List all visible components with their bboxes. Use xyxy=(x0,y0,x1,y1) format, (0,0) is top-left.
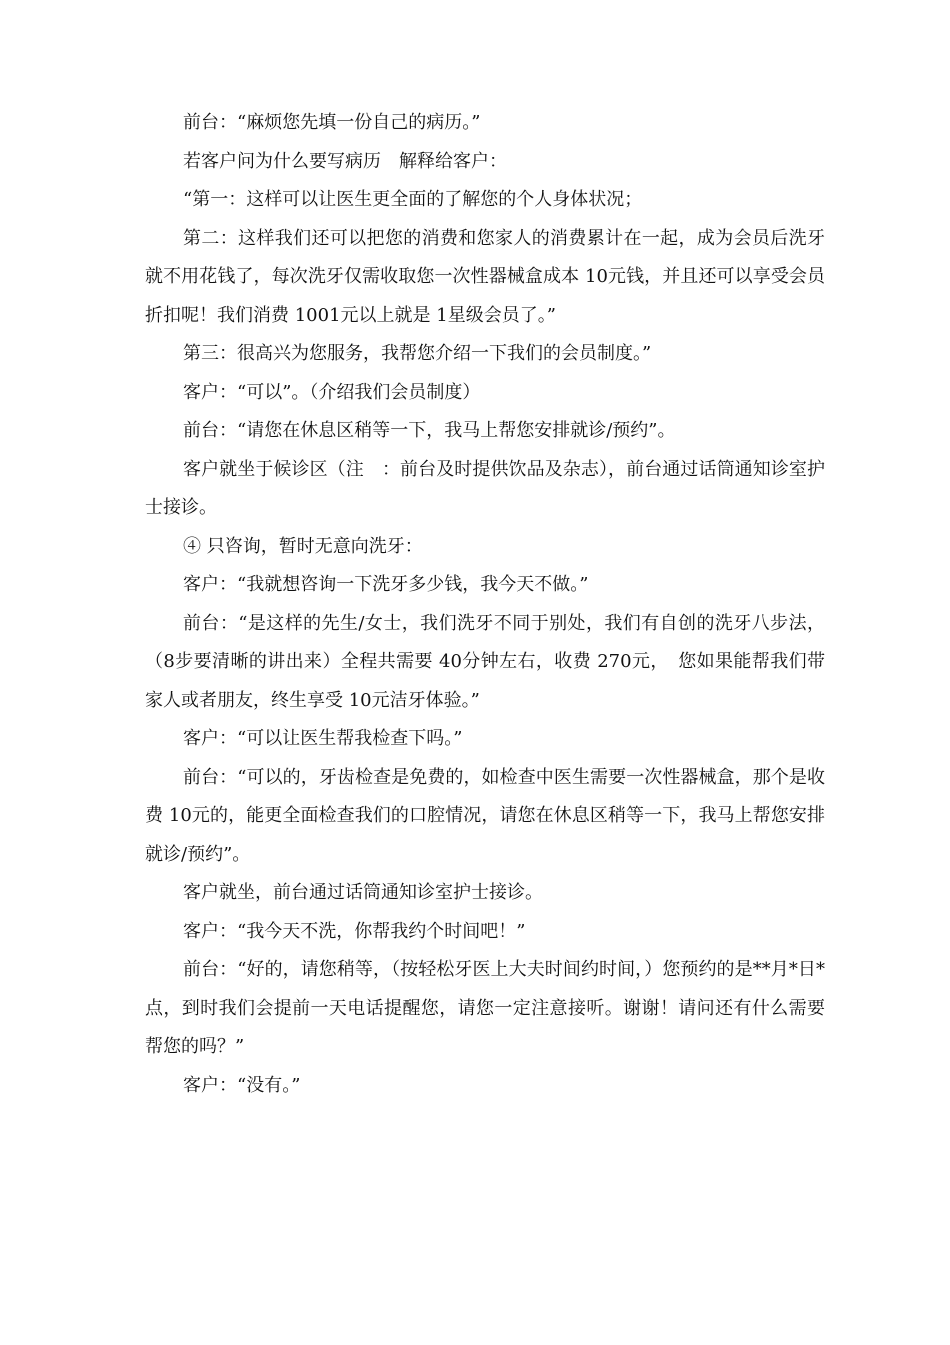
paragraph-appointment-reply: 前台：“好的，请您稍等，（按轻松牙医上大夫时间约时间，）您预约的是**月*日*点，到时我们会提前一天电话提醒您，请您一定注意接听。谢谢！请问还有什么需要帮您的吗？” xyxy=(145,959,825,1057)
paragraph-reason-two: 第二：这样我们还可以把您的消费和您家人的消费累计在一起，成为会员后洗牙就不用花钱了，每次洗牙仅需收取您一次性器械盒成本 10元钱，并且还可以享受会员折扣呢！我们消费 1001元以上就是 1星级会员了。” xyxy=(145,227,825,326)
paragraph-customer-price-ask: 客户：“我就想咨询一下洗牙多少钱，我今天不做。” xyxy=(183,574,589,595)
paragraph-customer-appointment: 客户：“我今天不洗，你帮我约个时间吧！” xyxy=(183,920,526,942)
paragraph-reason-one: “第一：这样可以让医生更全面的了解您的个人身体状况； xyxy=(183,189,643,210)
paragraph-customer-seated-2: 客户就坐，前台通过话筒通知诊室护士接诊。 xyxy=(183,882,543,903)
paragraph-customer-seated: 客户就坐于候诊区（注 ：前台及时提供饮品及杂志），前台通过话筒通知诊室护士接诊。 xyxy=(145,458,825,518)
paragraph-why-record: 若客户问为什么要写病历 解释给客户： xyxy=(183,150,507,172)
document-body xyxy=(145,104,825,1105)
paragraph-customer-check-ask: 客户：“可以让医生帮我检查下吗。” xyxy=(183,728,463,749)
paragraph-customer-ok: 客户：“可以”。（介绍我们会员制度） xyxy=(183,381,481,403)
paragraph-reason-three: 第三：很高兴为您服务，我帮您介绍一下我们的会员制度。” xyxy=(183,343,652,364)
paragraph-eight-step-method: 前台：“是这样的先生/女士，我们洗牙不同于别处，我们有自创的洗牙八步法，（8步要清晰的讲出来）全程共需要 40分钟左右，收费 270元， 您如果能帮我们带家人或者朋友，终生享受 10元洁牙体验。” xyxy=(145,612,825,711)
paragraph-section-consult-only: ④ 只咨询，暂时无意向洗牙： xyxy=(183,535,423,557)
paragraph-customer-none: 客户：“没有。” xyxy=(183,1074,301,1096)
paragraph-fill-record: 前台：“麻烦您先填一份自己的病历。” xyxy=(183,112,481,133)
paragraph-wait-rest-area: 前台：“请您在休息区稍等一下，我马上帮您安排就诊/预约”。 xyxy=(183,420,676,441)
paragraph-free-check: 前台：“可以的，牙齿检查是免费的，如检查中医生需要一次性器械盒，那个是收费 10元的，能更全面检查我们的口腔情况，请您在休息区稍等一下，我马上帮您安排就诊/预约”。 xyxy=(145,766,825,865)
